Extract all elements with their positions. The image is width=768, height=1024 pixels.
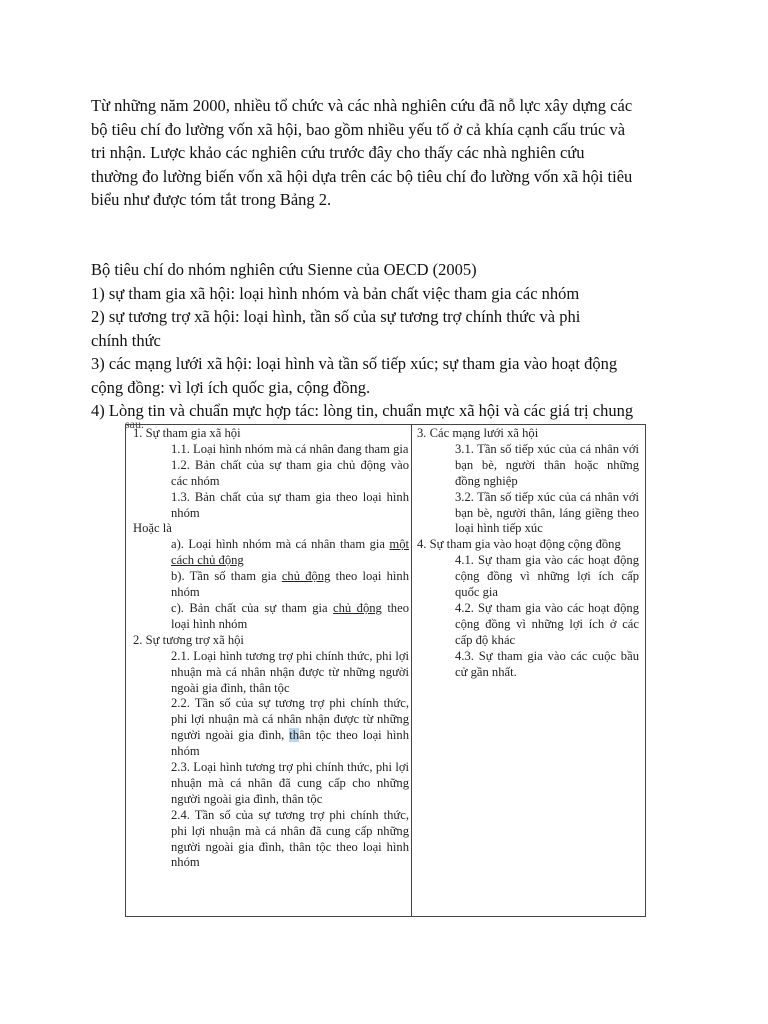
section-heading: 3. Các mạng lưới xã hội — [417, 426, 539, 440]
section-heading: 2. Sự tương trợ xã hội — [133, 632, 244, 647]
intro-line: thường đo lường biến vốn xã hội dựa trên các bộ tiêu chí đo lường vốn xã hội tiêu — [91, 166, 633, 186]
intro-line: biểu như được tóm tắt trong Bảng 2. — [91, 190, 332, 209]
cropped-text-fragment — [125, 416, 185, 431]
item-text: ân tộc theo loại hình nhóm — [171, 728, 409, 759]
criteria-item: 1.3. Bản chất của sự tham gia theo loại hình nhóm — [171, 489, 409, 520]
criteria-item: 4.3. Sự tham gia vào các cuộc bầu cử gần nhất. — [455, 648, 639, 679]
criteria-item: 4.1. Sự tham gia vào các hoạt động cộng đồng vì những lợi ích cấp quốc gia — [455, 553, 639, 600]
criteria-item — [133, 537, 409, 569]
item-text: c). Bản chất của sự tham gia — [171, 600, 328, 615]
criteria-item — [133, 696, 409, 760]
oecd-line: 2) sự tương trợ xã hội: loại hình, tần số của sự tương trợ chính thức và phi — [91, 307, 581, 326]
criteria-item: 1.2. Bản chất của sự tham gia chủ động vào các nhóm — [171, 457, 409, 488]
oecd-line: 1) sự tham gia xã hội: loại hình nhóm và bản chất việc tham gia các nhóm — [91, 283, 580, 303]
table-left-column — [133, 426, 409, 871]
section-heading: 1. Sự tham gia xã hội — [133, 426, 241, 440]
intro-paragraph — [91, 94, 671, 212]
oecd-line: cộng đồng: vì lợi ích quốc gia, cộng đồng. — [91, 377, 371, 397]
or-label: Hoặc là — [133, 521, 172, 536]
criteria-item: 4.2. Sự tham gia vào các hoạt động cộng đồng vì những lợi ích ở các cấp độ khác — [455, 600, 639, 647]
item-text: theo loại hình nhóm — [171, 600, 409, 631]
table-border — [126, 424, 645, 425]
table-column-divider — [411, 424, 412, 916]
item-text: b). Tần số tham gia — [171, 569, 277, 584]
item-text: 2.2. Tần số của sự tương trợ phi chính thức, phi lợi nhuận mà cá nhân nhận được từ những người ngoài gia đình, — [171, 696, 409, 743]
intro-line: Từ những năm 2000, nhiều tổ chức và các nhà nghiên cứu đã nỗ lực xây dựng các — [91, 96, 633, 115]
criteria-item: 3.2. Tần số tiếp xúc của cá nhân với bạn bè, người thân, láng giềng theo loại hình tiếp xúc — [455, 489, 639, 536]
criteria-item: 1.1. Loại hình nhóm mà cá nhân đang tham gia — [171, 441, 409, 456]
underlined-text: chủ động — [281, 569, 331, 584]
item-text: theo loại hình nhóm — [171, 569, 409, 600]
table-right-column — [417, 426, 639, 681]
oecd-line: 4) Lòng tin và chuẩn mực hợp tác: lòng tin, chuẩn mực xã hội và các giá trị chung — [91, 401, 634, 420]
item-text: a). Loại hình nhóm mà cá nhân tham gia — [171, 537, 385, 552]
oecd-title: Bộ tiêu chí do nhóm nghiên cứu Sienne của OECD (2005) — [91, 260, 477, 279]
oecd-line: 3) các mạng lưới xã hội: loại hình và tần số tiếp xúc; sự tham gia vào hoạt động — [91, 354, 618, 373]
oecd-criteria — [91, 258, 671, 423]
criteria-item: 2.4. Tần số của sự tương trợ phi chính thức, phi lợi nhuận mà cá nhân đã cung cấp những người ngoài gia đình, thân tộc theo loại hình nhóm — [171, 807, 409, 870]
criteria-item: 2.1. Loại hình tương trợ phi chính thức, phi lợi nhuận mà cá nhân nhận được từ những người ngoài gia đình, thân tộc — [171, 648, 409, 695]
criteria-item — [133, 601, 409, 633]
cropped-text: sau. — [125, 417, 144, 431]
oecd-line: chính thức — [91, 330, 161, 350]
criteria-table-image — [125, 424, 646, 917]
intro-line: bộ tiêu chí đo lường vốn xã hội, bao gồm nhiều yếu tố ở cả khía cạnh cấu trúc và — [91, 119, 626, 139]
criteria-item: 3.1. Tần số tiếp xúc của cá nhân với bạn bè, người thân hoặc những đồng nghiệp — [455, 441, 639, 488]
underlined-text: một cách chủ động — [171, 537, 409, 568]
section-heading: 4. Sự tham gia vào hoạt động cộng đồng — [417, 537, 621, 552]
intro-line: tri nhận. Lược khảo các nghiên cứu trước đây cho thấy các nhà nghiên cứu — [91, 143, 585, 162]
underlined-text: chủ động — [333, 600, 382, 615]
criteria-item — [133, 569, 409, 601]
text-selection-highlight: th — [289, 728, 300, 743]
criteria-item: 2.3. Loại hình tương trợ phi chính thức, phi lợi nhuận mà cá nhân đã cung cấp cho những người ngoài gia đình, thân tộc — [171, 760, 409, 806]
